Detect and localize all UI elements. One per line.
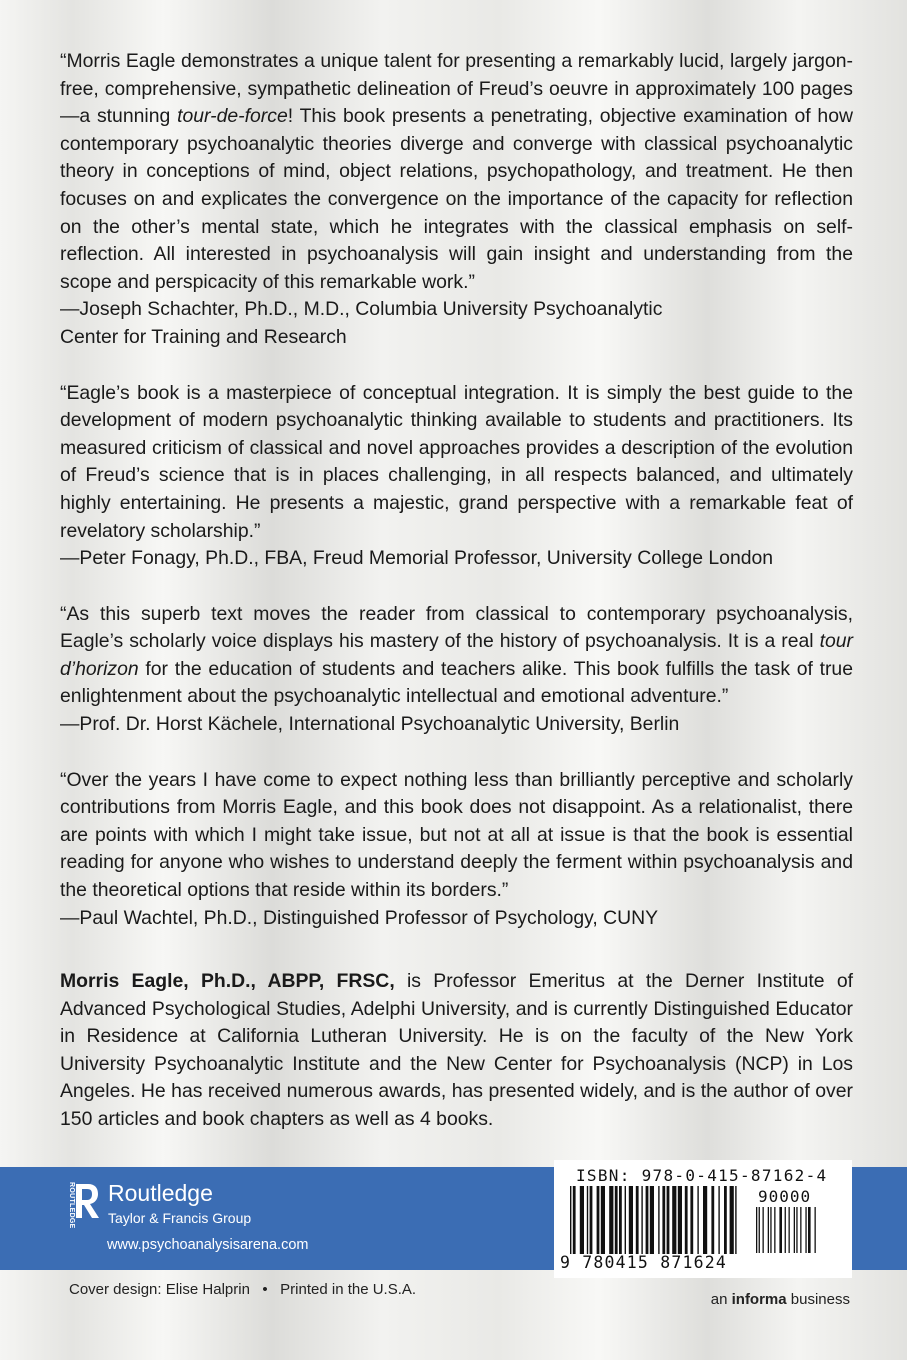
barcode-bar (597, 1186, 600, 1254)
barcode-bar (711, 1186, 714, 1254)
barcode-bar (619, 1186, 622, 1254)
endorsement-attribution: —Paul Wachtel, Ph.D., Distinguished Professor of Psychology, CUNY (60, 906, 659, 929)
barcode-bar (730, 1186, 734, 1254)
barcode-bar (805, 1207, 806, 1253)
endorsement-attribution: —Joseph Schachter, Ph.D., M.D., Columbia University Psychoanalytic Center for Training and Research (60, 298, 663, 348)
barcode-bar (800, 1207, 801, 1253)
author-bio (60, 968, 853, 1134)
barcode-bar (570, 1186, 571, 1254)
barcode-bar (690, 1186, 693, 1254)
price-code: 90000 (758, 1187, 812, 1206)
barcode-bar (625, 1186, 626, 1254)
barcode-bar (590, 1186, 593, 1254)
barcode-bar (718, 1186, 719, 1254)
barcode-bar (662, 1186, 665, 1254)
endorsement-fonagy (60, 380, 853, 573)
endorsement-schachter (60, 48, 853, 352)
barcode-bar (703, 1186, 707, 1254)
barcode-bar (678, 1186, 682, 1254)
barcode-bar (646, 1186, 649, 1254)
barcode-bar (815, 1207, 816, 1253)
barcode-bar (667, 1186, 670, 1254)
addon-barcode-icon (756, 1207, 818, 1253)
barcode-bar (763, 1207, 764, 1253)
routledge-logo-icon (64, 1178, 100, 1236)
barcode-bar (808, 1207, 811, 1253)
barcode-bar (768, 1207, 769, 1253)
routledge-r-mark (76, 1184, 99, 1218)
author-name: Morris Eagle, Ph.D., ABPP, FRSC, (60, 970, 395, 992)
ean-barcode-icon (570, 1186, 740, 1254)
barcode-bar (759, 1207, 760, 1253)
endorsement-text: “Eagle’s book is a masterpiece of conceptual integration. It is simply the best guide to the development of modern psychoanalytic thinking available to students and practitioners. Its measured criticism of classical and novel approaches provides a description of the evolution of Freud’s science that is in places challenging, in all respects balanced, and ultimately highly entertaining. He presents a majestic, grand perspective with a remarkable feat of revelatory scholarship.” (60, 381, 853, 542)
barcode-bar (587, 1186, 588, 1254)
barcode-bar (735, 1186, 736, 1254)
barcode-bar (601, 1186, 605, 1254)
barcode-bar (609, 1186, 613, 1254)
endorsement-wachtel (60, 767, 853, 933)
barcode-bar (785, 1207, 786, 1253)
endorsement-text: “As this superb text moves the reader from classical to contemporary psychoanalysis, Eagle’s scholarly voice displays his mastery of the history of psychoanalysis. It is a real tour d’horizon for the education of students and teachers alike. This book fulfills the task of true enlightenment about the psychoanalytic intellectual and emotional adventure.” (60, 602, 853, 708)
barcode-bar (697, 1186, 698, 1254)
barcode-bar (796, 1207, 797, 1253)
barcode-bar (685, 1186, 688, 1254)
barcode-bar (756, 1207, 757, 1253)
barcode-bar (615, 1186, 618, 1254)
routledge-logo-text: ROUTLEDGE (68, 1182, 75, 1229)
barcode-bar (580, 1186, 584, 1254)
barcode-bar (672, 1186, 676, 1254)
endorsement-kachele (60, 601, 853, 739)
barcode-bar (650, 1186, 654, 1254)
informa-tagline: an informa business (710, 1291, 850, 1308)
barcode-bar (724, 1186, 727, 1254)
endorsement-text: “Morris Eagle demonstrates a unique talent for presenting a remarkably lucid, largely jargon-free, comprehensive, sympathetic delineation of Freud’s oeuvre in approximately 100 pages—a stunning tour-de-force! This book presents a penetrating, objective examination of how contemporary psychoanalytic theories diverge and converge with classical psychoanalytic theory in conceptions of mind, object relations, psychopathology, and treatment. He then focuses on and explicates the convergence on the importance of the capacity for reflection on the other’s mental state, which he integrates with the classical emphasis on self-reflection. All interested in psychoanalysis will gain insight and understanding from the scope and perspicacity of this remarkable work.” (60, 50, 853, 293)
publisher-name: Routledge (108, 1180, 213, 1206)
barcode-bar (770, 1207, 771, 1253)
barcode-bar (794, 1207, 795, 1253)
endorsement-attribution: —Prof. Dr. Horst Kächele, International Psychoanalytic University, Berlin (60, 713, 680, 736)
publisher-website[interactable]: www.psychoanalysisarena.com (107, 1237, 309, 1253)
author-bio-text: is Professor Emeritus at the Derner Institute of Advanced Psychological Studies, Adelphi University, and is currently Distinguished Educator in Residence at California Lutheran University. He is on the faculty of the New York University Psychoanalytic Institute and the New Center for Psychoanalysis (NCP) in Los Angeles. He has received numerous awards, has presented widely, and is the author of over 150 articles and book chapters as well as 4 books. (60, 970, 853, 1130)
barcode-bar (629, 1186, 633, 1254)
endorsement-text: “Over the years I have come to expect nothing less than brilliantly perceptive and scholarly contributions from Morris Eagle, and this book does not disappoint. As a relationalist, there are points with which I might take issue, but not at all at issue is that the book is essential reading for anyone who wishes to understand deeply the ferment within psychoanalysis and the theoretical options that reside within its borders.” (60, 768, 853, 902)
barcode-bar (779, 1207, 782, 1253)
barcode-bar (573, 1186, 576, 1254)
barcode-bar (641, 1186, 642, 1254)
publisher-group: Taylor & Francis Group (108, 1210, 252, 1226)
barcode-bar (789, 1207, 790, 1253)
ean-digits: 9 780415 871624 (560, 1253, 728, 1272)
cover-credits: Cover design: Elise Halprin • Printed in the U.S.A. (69, 1281, 417, 1298)
barcode-bar (658, 1186, 659, 1254)
isbn-label: ISBN: 978-0-415-87162-4 (576, 1166, 828, 1185)
endorsement-attribution: —Peter Fonagy, Ph.D., FBA, Freud Memorial Professor, University College London (60, 547, 774, 570)
endorsements (60, 48, 853, 960)
barcode-bar (774, 1207, 775, 1253)
barcode-bar (636, 1186, 639, 1254)
